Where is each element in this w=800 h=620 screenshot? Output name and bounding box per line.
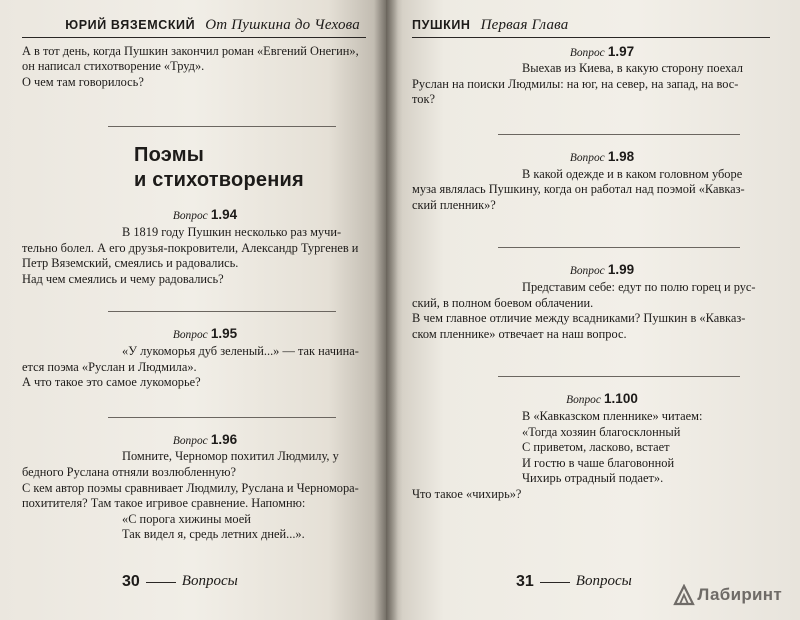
question-word: Вопрос [172,434,208,447]
text-line: Руслан на поиски Людмилы: на юг, на север, на запад, на вос- [412,76,739,91]
verse-line: «С порога хижины моей [122,511,251,526]
running-header-left [22,18,366,38]
text-line: Помните, Черномор похитил Людмилу, у [122,449,339,464]
running-header-right [412,18,770,38]
divider [498,134,740,135]
left-page [0,0,386,620]
question-body [22,449,366,543]
labirint-logo-icon [673,584,695,606]
question-label [22,432,366,450]
question-word: Вопрос [569,151,605,164]
text-line: В «Кавказском пленнике» читаем: [522,408,703,423]
intro-paragraph [22,44,366,91]
section-title [134,143,366,193]
divider [108,417,336,418]
text-line: ется поэма «Руслан и Людмила». [22,359,197,374]
question-word: Вопрос [566,394,601,407]
text-line: муза являлась Пушкину, когда он работал над поэмой «Кавказ- [412,182,745,197]
divider [108,311,336,312]
question-word: Вопрос [172,210,208,223]
labirint-watermark [673,584,782,606]
text-line: Над чем смеялись и чему радовались? [22,271,224,286]
question-number: 1.100 [604,391,638,407]
text-line: ский пленник»? [412,197,496,212]
section-title-line: Поэмы [134,144,204,167]
question-number: 1.95 [210,326,238,342]
question-word: Вопрос [569,265,605,278]
question-label [412,262,770,280]
text-line: ток? [412,92,435,107]
divider [108,126,336,127]
question-body [22,225,366,287]
text-line: тельно болел. А его друзья-покровители, Александр Тургенев и [22,240,359,255]
text-line: Что такое «чихирь»? [412,486,522,501]
text-line: бедного Руслана отняли возлюбленную? [22,464,237,479]
folio-section: Вопросы [181,573,238,590]
question-body [412,61,770,108]
page-number: 30 [122,573,140,591]
divider [498,376,740,377]
folio-section: Вопросы [575,573,632,590]
watermark-text: Лабиринт [697,585,782,605]
page-number: 31 [516,573,534,591]
question-number: 1.98 [607,148,635,164]
header-author: ЮРИЙ ВЯЗЕМСКИЙ [65,18,196,32]
question-label [412,44,770,62]
question-label [412,391,770,409]
question-number: 1.96 [210,431,238,447]
section-title-line: и стихотворения [134,169,304,192]
verse-line: «Тогда хозяин благосклонный [522,424,681,439]
text-line: В 1819 году Пушкин несколько раз мучи- [122,224,342,239]
question-number: 1.99 [607,262,635,278]
question-word: Вопрос [569,46,605,59]
question-word: Вопрос [172,329,208,342]
book-gutter [374,0,398,620]
text-line: он написал стихотворение «Труд». [22,59,205,74]
header-series: Первая Глава [480,17,569,33]
text-line: ский, в полном боевом облачении. [412,295,594,310]
question-label [22,207,366,225]
text-line: похитителя? Там такое игривое сравнение. Напомню: [22,496,306,511]
question-number: 1.94 [210,207,238,223]
question-body [412,409,770,503]
header-author: ПУШКИН [412,18,471,32]
folio-left [122,574,238,590]
text-line: В какой одежде и в каком головном уборе [522,166,743,181]
verse-line: С приветом, ласково, встает [522,440,670,455]
divider [498,247,740,248]
folio-dash [146,582,176,583]
text-line: «У лукоморья дуб зеленый...» — так начина- [122,343,359,358]
question-label [22,326,366,344]
folio-right [516,574,632,590]
text-line: ском пленнике» отвечает на наш вопрос. [412,326,627,341]
text-line: Петр Вяземский, смеялись и радовались. [22,256,239,271]
question-label [412,149,770,167]
verse-line: Чихирь отрадный подает». [522,471,664,486]
text-line: А что такое это самое лукоморье? [22,375,201,390]
verse-line: И гостю в чаше благовонной [522,455,675,470]
text-line: В чем главное отличие между всадниками? Пушкин в «Кавказ- [412,311,746,326]
question-body [412,280,770,342]
folio-dash [540,582,570,583]
header-series: От Пушкина до Чехова [205,17,360,33]
question-body [22,344,366,391]
text-line: Выехав из Киева, в какую сторону поехал [522,61,743,76]
text-line: А в тот день, когда Пушкин закончил роман «Евгений Онегин», [22,43,359,58]
text-line: О чем там говорилось? [22,74,144,89]
right-page [386,0,800,620]
text-line: С кем автор поэмы сравнивает Людмилу, Руслана и Черномора- [22,480,359,495]
question-number: 1.97 [607,43,635,59]
verse-line: Так видел я, средь летних дней...». [122,527,305,542]
question-body [412,167,770,214]
text-line: Представим себе: едут по полю горец и рус- [522,279,756,294]
